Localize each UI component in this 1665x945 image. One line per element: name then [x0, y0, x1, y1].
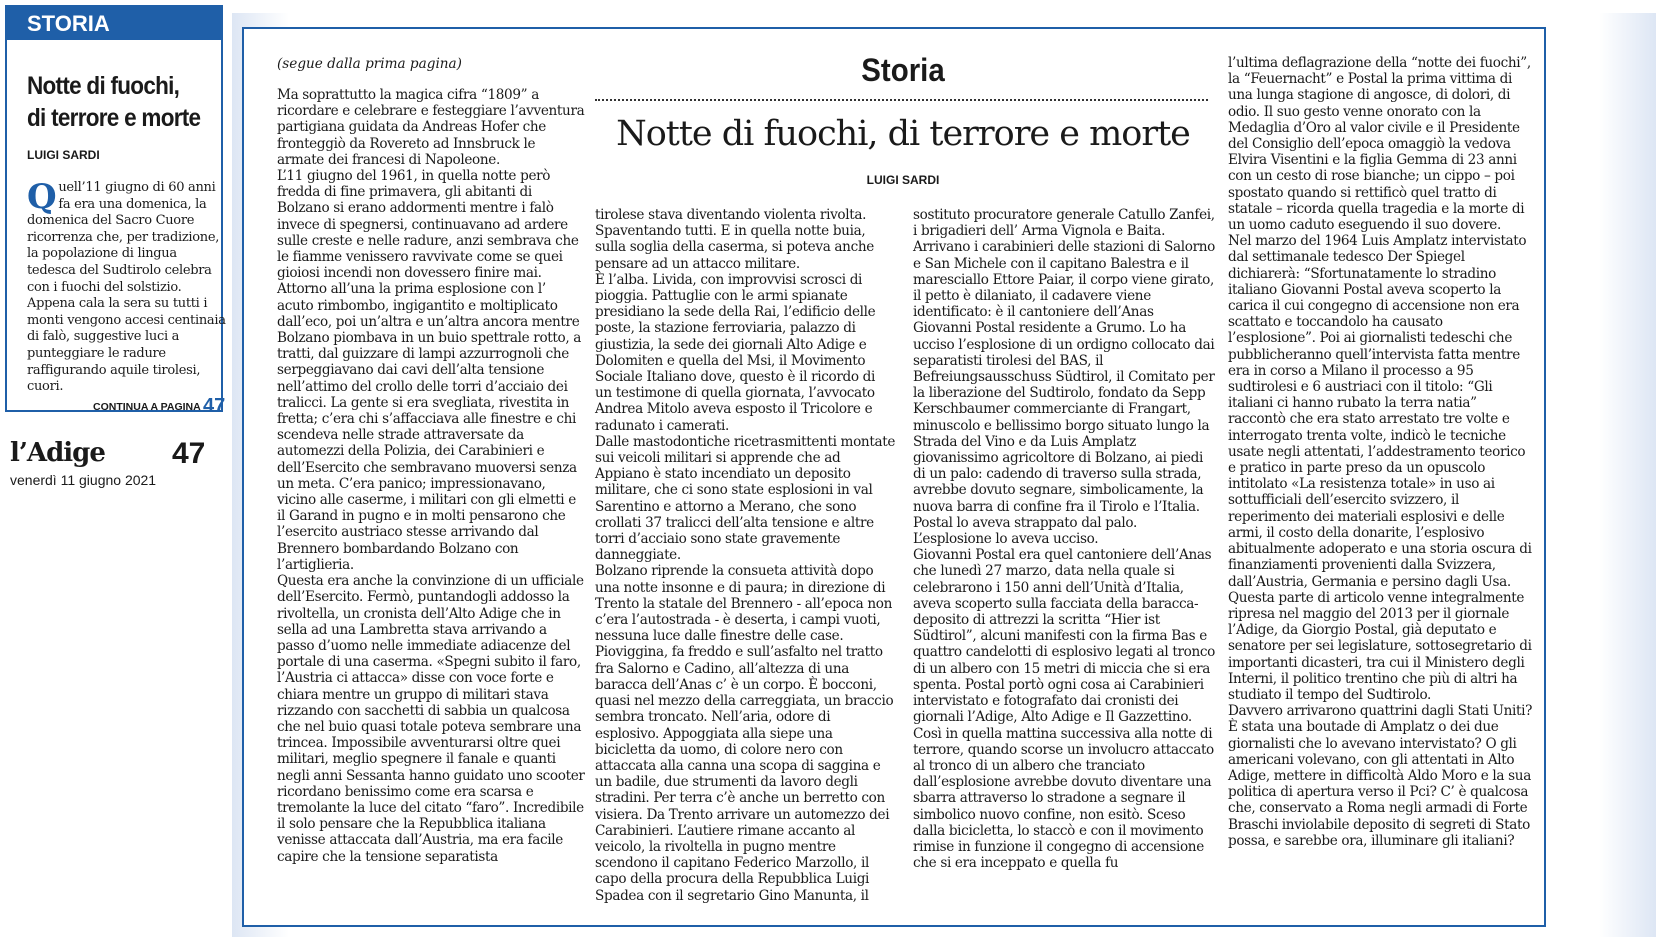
teaser-section-label: STORIA [7, 7, 221, 40]
paragraph: È l’alba. Livida, con improvvisi scrosci di pioggia. Pattuglie con le armi spianate presidiano la sede della Rai, l’edificio delle poste, la stazione ferroviaria, palazzo di giustizia, la sede dei giornali Alto Adige e Dolomiten e quella del Msi, il Movimento Sociale Italiano dove, questo è il ricordo di un testimone di quella giornata, l’avvocato Andrea Mitolo aveva esposto il Tricolore e radunato i camerati. [595, 271, 876, 434]
paragraph: Giovanni Postal era quel cantoniere dell’Anas che lunedì 27 marzo, data nella quale si celebrarono i 150 anni dell’Unità d’Italia, aveva scoperto sulla facciata della baracca-deposito di attrezzi la scritta “Hier ist Südtirol”, alcuni manifesti con la firma Bas e quattro candelotti di esplosivo legati al tronco di un albero con 15 metri di miccia che si era spenta. Postal portò ogni cosa ai Carabinieri intervistato e fotografato dai cronisti dei giornali l’Adige, Alto Adige e Il Gazzettino. Così in quella mattina successiva alla notte di terrore, quando scorse un involucro attaccato al tronco di un albero che tranciato dall’esplosione avrebbe dovuto diventare una sbarra attraverso lo stradone a segnare il simbolico nuovo confine, non esitò. Sceso dalla bicicletta, lo staccò e con il movimento rimise in funzione il congegno di accensione che si era inceppato e quella fu [913, 547, 1215, 872]
paragraph: Ma soprattutto la magica cifra “1809” a ricordare e celebrare e festeggiare l’avventura partigiana guidata da Andreas Hofer che fronteggiò da Rovereto ad Innsbruck le armate dei francesi di Napoleone. [277, 87, 585, 168]
teaser-title-line2: di terrore e morte [27, 104, 201, 132]
page-number: 47 [172, 437, 206, 470]
issue-date: venerdì 11 giugno 2021 [10, 472, 157, 488]
teaser-title-line1: Notte di fuochi, [27, 72, 180, 100]
paragraph: l’ultima deflagrazione della “notte dei fuochi”, la “Feuernacht” e Postal la prima vittima di una lunga stagione di angosce, di dolori, di odio. Il suo gesto venne onorato con la Medaglia d’Oro al valor civile e il Presidente del Consiglio dell’epoca omaggiò la vedova Elvira Visentini e la figlia Gemma di 23 anni con un cesto di rose bianche; un cippo – poi spostato quando si rettificò quel tratto di statale – ricorda quella tragedia e la morte di un uomo caduto eseguendo il suo dovere. [1228, 55, 1531, 234]
paragraph: sostituto procuratore generale Catullo Zanfei, i brigadieri dell’ Arma Vignola e Baita. Arrivano i carabinieri delle stazioni di Salorno e San Michele con il capitano Balestra e il maresciallo Ettore Paiar, il corpo viene girato, il petto è dilaniato, il cadavere viene identificato: è il cantoniere dell’Anas Giovanni Postal residente a Grumo. Lo ha ucciso l’esplosione di un ordigno collocato dai separatisti tirolesi del BAS, il Befreiungsausschuss Südtirol, il Comitato per la liberazione del Sudtirolo, fondato da Sepp Kerschbaumer commerciante di Frangart, minuscolo e bellissimo borgo situato lungo la Strada del Vino e da Luis Amplatz giovanissimo agricoltore di Bolzano, ai piedi di un palo: cadendo di traverso sulla strada, avrebbe dovuto segnare, simbolicamente, la nuova barra di confine fra il Tirolo e l’Italia. Postal lo aveva strappato dal palo. L’esplosione lo aveva ucciso. [913, 207, 1215, 548]
dotted-divider [595, 99, 1208, 101]
article-title: Notte di fuochi, di terrore e morte [616, 114, 1190, 154]
front-page-teaser [5, 5, 226, 417]
article-byline: LUIGI SARDI [866, 173, 940, 187]
paragraph: Bolzano riprende la consueta attività dopo una notte insonne e di paura; in direzione di Trento la statale del Brennero - all’epoca non c’era l’autostrada - è deserta, i campi vuoti, nessuna luce dalle finestre delle case. Pioviggina, fa freddo e sull’asfalto nel tratto fra Salorno e Cadino, all’altezza di una baracca dell’Anas c’ è un corpo. È bocconi, quasi nel mezzo della carreggiata, un braccio sembra troncato. Nell’aria, odore di esplosivo. Appoggiata alla siepe una bicicletta da uomo, di colore nero con attaccata alla canna una scopa di saggina e un badile, due strumenti da lavoro degli stradini. Per terra c’è anche un berretto con visiera. Da Trento arrivare un automezzo dei Carabinieri. L’autiere rimane accanto al veicolo, la rivoltella in pugno mentre scendono il capitano Federico Marzollo, il capo della procura della Repubblica Luigi Spadea con il segretario Gino Manunta, il [595, 563, 894, 904]
continua-label: CONTINUA A PAGINA [93, 401, 201, 413]
article-column-1 [277, 87, 585, 865]
article-column-3 [913, 207, 1215, 871]
paragraph: tirolese stava diventando violenta rivolta. Spaventando tutti. E in quella notte buia, sulla soglia della caserma, si poteva anche pensare ad un attacco militare. [595, 207, 874, 272]
teaser-author: LUIGI SARDI [27, 148, 100, 162]
continued-from-note: (segue dalla prima pagina) [277, 56, 462, 72]
teaser-body-text: uell’11 giugno di 60 anni fa era una domenica, la domenica del Sacro Cuore ricorrenza che, per tradizione, la popolazione di lingua tedesca del Sudtirolo celebra con i fuochi del solstizio. Appena cala la sera su tutti i monti vengono accesi centinaia di falò, suggestive luci a punteggiare le radure raffigurando aquile tirolesi, cuori. [27, 180, 226, 395]
section-heading: Storia [861, 52, 945, 88]
teaser-body [27, 177, 227, 396]
paragraph: Davvero arrivarono quattrini dagli Stati Uniti? È stata una boutade di Amplatz o dei due giornalisti che lo avevano intervistato? O gli americani volevano, con gli attentati in Alto Adige, mettere in difficoltà Aldo Moro e la sua politica di apertura verso il Pci? C’ è qualcosa che, conservato a Roma negli armadi di Forte Braschi inviolabile deposito di segreti di Stato possa, e sarebbe ora, illuminare gli italiani? [1228, 703, 1533, 849]
paragraph: Nel marzo del 1964 Luis Amplatz intervistato dal settimanale tedesco Der Spiegel dichiarerà: “Sfortunatamente lo stradino italiano Giovanni Postal aveva scoperto la carica il cui congegno di accensione non era scattato e toccandolo ha causato l’esplosione”. Poi ai giornalisti tedeschi che pubblicheranno quell’intervista fatta mentre era in corso a Milano il processo a 95 sudtirolesi e 6 austriaci con il titolo: “Gli italiani ci hanno rubato la terra natia” raccontò che era stato arrestato tre volte e interrogato trenta volte, indicò le tecniche usate negli attentati, l’addestramento teorico e pratico in parte preso da un opuscolo intitolato «La resistenza totale» in uso ai sottufficiali dell’esercito svizzero, il reperimento dei materiali esplosivi e delle armi, il costo della donarite, l’esplosivo abitualmente adoperato e una storia oscura di finanziamenti provenienti dalla Svizzera, dall’Austria, Germania e persino dagli Usa. Questa parte di articolo venne integralmente ripresa nel maggio del 2013 per il giornale l’Adige, da Giorgio Postal, già deputato e senatore per sei legislature, sottosegretario di importanti dicasteri, tra cui il Ministero degli Interni, il politico trentino che più di altri ha studiato il tempo del Sudtirolo. [1228, 233, 1532, 703]
newspaper-logo: l’Adige [10, 438, 105, 468]
article-column-2 [595, 207, 895, 904]
paragraph: Dalle mastodontiche ricetrasmittenti montate sui veicoli militari si apprende che ad Appiano è stato incendiato un deposito militare, che ci sono state esplosioni in val Sarentino e attorno a Merano, che sono crollati 37 tralicci dell’alta tensione e altre torri d’acciaio sono state gravemente danneggiate. [595, 433, 896, 564]
continua-page-number: 47 [203, 395, 226, 417]
teaser-dropcap: Q [27, 177, 57, 217]
paragraph: Attorno all’una la prima esplosione con l’ acuto rimbombo, ingigantito e moltiplicato dall’eco, poi un’altra e un’altra ancora mentre Bolzano piombava in un buio spettrale rotto, a tratti, dal guizzare di lampi azzurrognoli che serpeggiavano dai cavi dell’alta tensione nell’attimo del crollo delle torri d’acciaio dei tralicci. La gente si era svegliata, rivestita in fretta; c’era chi s’affacciava alle finestre e chi scendeva nelle strade attraversate da automezzi della Polizia, dei Carabinieri e dell’Esercito che sembravano muoversi senza un meta. C’era panico; impressionavano, vicino alle caserme, i militari con gli elmetti e il Garand in pugno e in molti pensarono che l’esercito austriaco stesse arrivando dal Brennero bombardando Bolzano con l’artiglieria. [277, 281, 582, 573]
article-column-4 [1228, 55, 1533, 849]
paragraph: Questa era anche la convinzione di un ufficiale dell’Esercito. Fermò, puntandogli addosso la rivoltella, un cronista dell’Alto Adige che in sella ad una Lambretta stava arrivando a passo d’uomo nelle immediate adiacenze del portale di una caserma. «Spegni subito il faro, l’Austria ci attacca» disse con voce forte e chiara mentre un gruppo di militari stava rizzando con sacchetti di sabbia un qualcosa che nel buio quasi totale poteva sembrare una trincea. Impossibile avventurarsi oltre quei militari, meglio spegnere il fanale e quanti negli anni Sessanta hanno guidato uno scooter ricordano benissimo come era scarsa e tremolante la luce del citato “faro”. Incredibile il solo pensare che la Repubblica italiana venisse attaccata dall’Austria, ma era facile capire che la tensione separatista [277, 573, 585, 865]
paragraph: L’11 giugno del 1961, in quella notte però fredda di fine primavera, gli abitanti di Bolzano si erano addormenti mentre i falò invece di spegnersi, continuavano ad ardere sulle creste e nelle radure, anzi sembrava che le fiamme venissero ravvivate come se quei gioiosi incendi non dovessero finire mai. [277, 168, 579, 282]
teaser-title [27, 70, 203, 134]
